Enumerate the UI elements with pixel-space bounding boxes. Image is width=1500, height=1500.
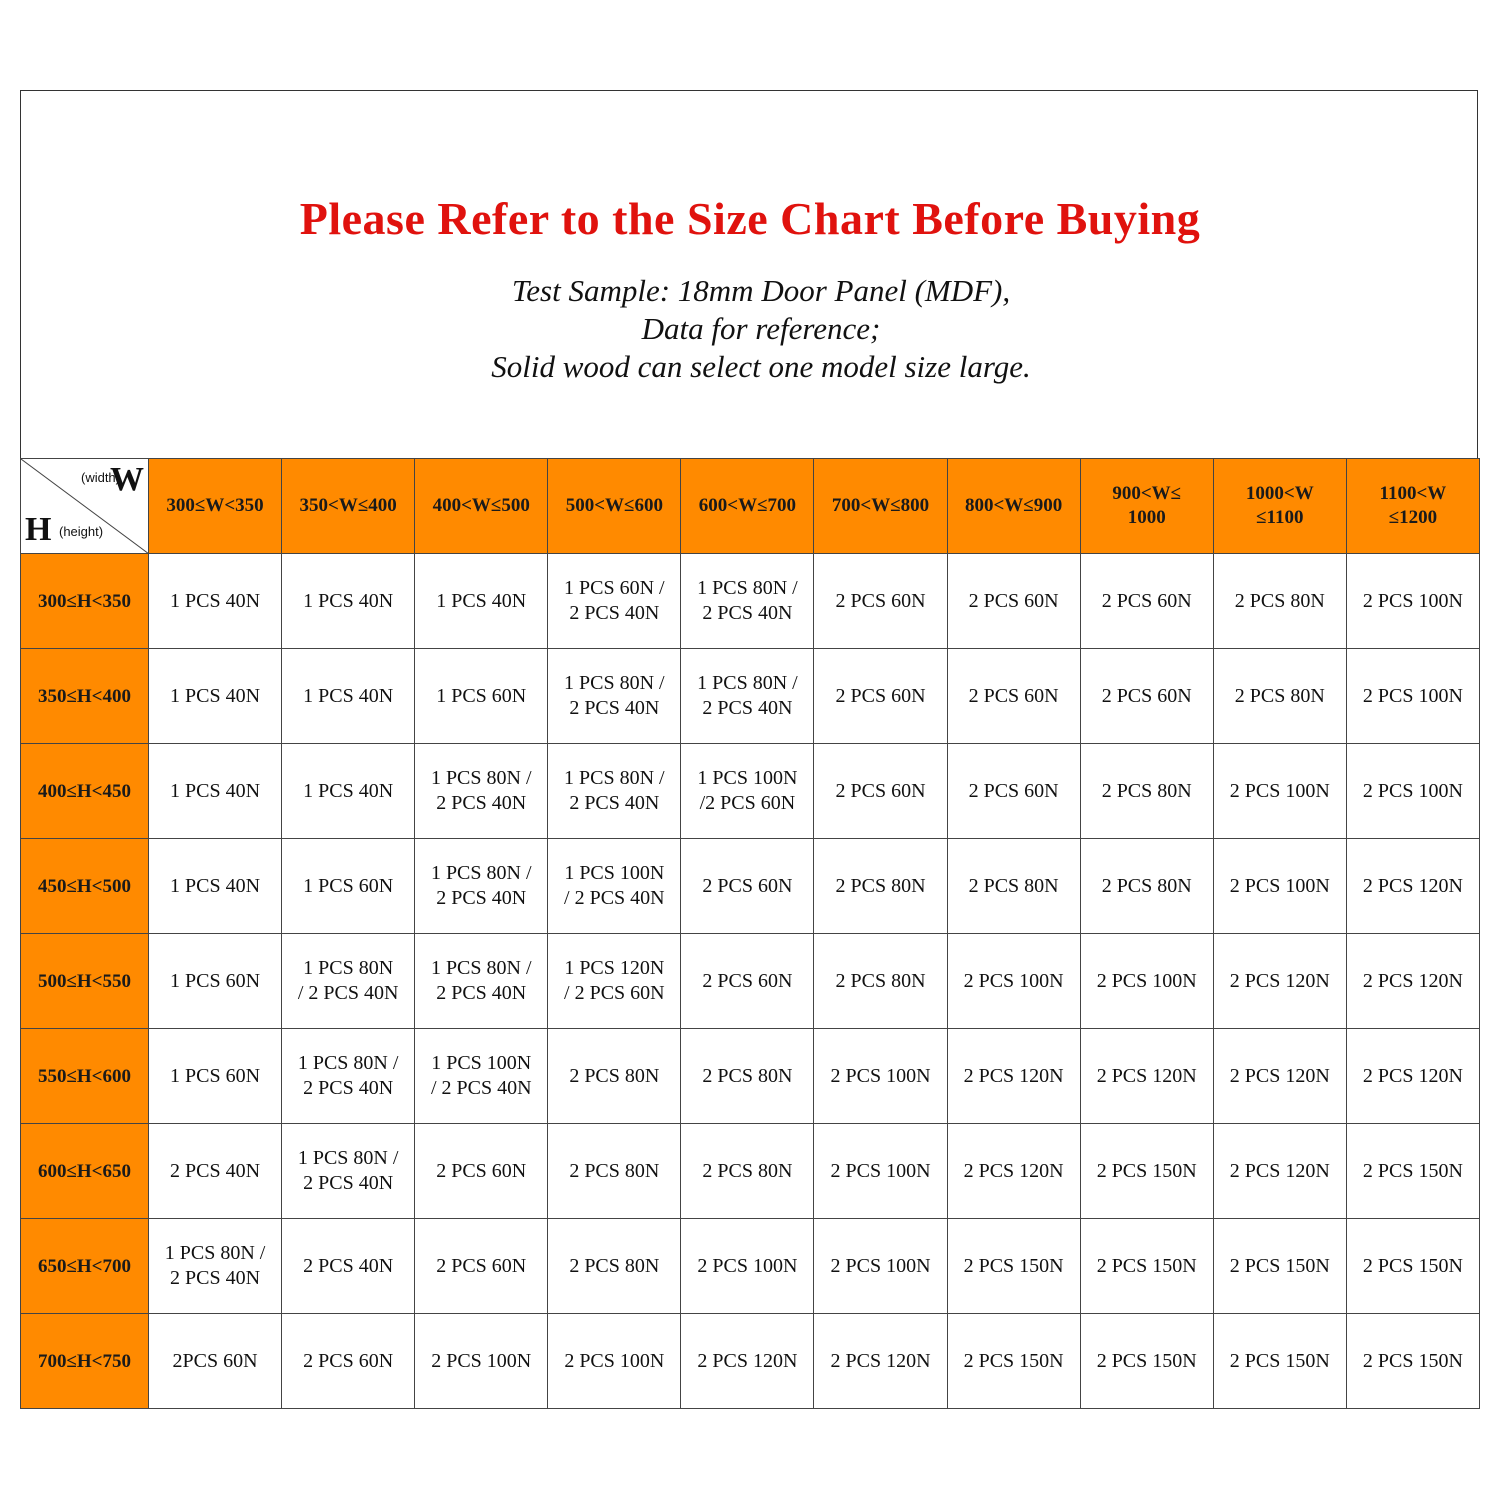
cell-value: 2 PCS 60N (835, 779, 926, 802)
row-header: 650≤H<700 (21, 1219, 149, 1314)
table-cell (1346, 554, 1479, 649)
cell-value: 2 PCS 150N (1229, 1349, 1330, 1372)
table-cell (1080, 1314, 1213, 1409)
table-cell (947, 934, 1080, 1029)
column-header-label: 700<W≤800 (831, 495, 930, 516)
table-cell (415, 839, 548, 934)
cell-value: 2 PCS 120N (830, 1349, 931, 1372)
table-cell (947, 744, 1080, 839)
cell-value: 1 PCS 40N (436, 589, 527, 612)
column-header-label: 900<W≤ 1000 (1112, 483, 1182, 528)
cell-value: 1 PCS 60N (170, 1064, 261, 1087)
table-cell (1213, 649, 1346, 744)
cell-value: 2 PCS 40N (303, 1254, 394, 1277)
cell-value: 2 PCS 100N (1229, 779, 1330, 802)
cell-value: 1 PCS 80N / 2 PCS 40N (697, 672, 798, 719)
cell-value: 2 PCS 80N (702, 1064, 793, 1087)
cell-value: 2 PCS 120N (697, 1349, 798, 1372)
table-cell (681, 1219, 814, 1314)
table-cell (149, 649, 282, 744)
table-cell (1346, 1219, 1479, 1314)
table-cell (1213, 839, 1346, 934)
row-header: 400≤H<450 (21, 744, 149, 839)
table-cell (681, 649, 814, 744)
row-header: 350≤H<400 (21, 649, 149, 744)
table-cell (814, 744, 947, 839)
table-cell (1213, 744, 1346, 839)
cell-value: 1 PCS 40N (170, 874, 261, 897)
cell-value: 2 PCS 100N (830, 1159, 931, 1182)
column-header (1213, 459, 1346, 554)
column-header (947, 459, 1080, 554)
cell-value: 1 PCS 80N / 2 PCS 40N (430, 767, 532, 814)
table-cell (681, 839, 814, 934)
cell-value: 2 PCS 100N (1362, 589, 1463, 612)
table-cell (814, 934, 947, 1029)
cell-value: 1 PCS 80N / 2 PCS 40N (564, 672, 665, 719)
cell-value: 2 PCS 150N (1096, 1159, 1197, 1182)
cell-value: 1 PCS 40N (303, 684, 394, 707)
height-label: (height) (59, 524, 104, 539)
table-row (21, 744, 1480, 839)
table-cell (548, 1029, 681, 1124)
height-symbol: H (25, 511, 52, 548)
table-cell (681, 1314, 814, 1409)
cell-value: 2 PCS 100N (830, 1064, 931, 1087)
header-row (21, 459, 1480, 554)
table-cell (415, 649, 548, 744)
table-cell (1080, 1124, 1213, 1219)
table-cell (1346, 839, 1479, 934)
table-cell (149, 744, 282, 839)
table-cell (415, 1124, 548, 1219)
cell-value: 2 PCS 150N (1362, 1254, 1463, 1277)
corner-cell (21, 459, 149, 554)
table-cell (1213, 554, 1346, 649)
column-header-label: 800<W≤900 (964, 495, 1063, 516)
table-cell (282, 649, 415, 744)
table-cell (1346, 1029, 1479, 1124)
table-cell (415, 934, 548, 1029)
table-cell (681, 554, 814, 649)
cell-value: 2 PCS 40N (170, 1159, 261, 1182)
cell-value: 2 PCS 60N (303, 1349, 394, 1372)
cell-value: 2 PCS 150N (1096, 1254, 1197, 1277)
cell-value: 2 PCS 150N (1229, 1254, 1330, 1277)
table-cell (149, 934, 282, 1029)
table-cell (282, 1124, 415, 1219)
cell-value: 1 PCS 120N / 2 PCS 60N (564, 957, 665, 1004)
cell-value: 2 PCS 80N (702, 1159, 793, 1182)
table-cell (814, 1219, 947, 1314)
subtitle-line: Data for reference; (641, 311, 881, 346)
cell-value: 2 PCS 60N (968, 589, 1059, 612)
cell-value: 2 PCS 80N (835, 969, 926, 992)
table-cell (282, 934, 415, 1029)
table-cell (1346, 1124, 1479, 1219)
column-header-label: 1000<W ≤1100 (1245, 483, 1314, 528)
table-row (21, 554, 1480, 649)
table-cell (1346, 649, 1479, 744)
column-header-label: 600<W≤700 (698, 495, 797, 516)
cell-value: 2 PCS 100N (1096, 969, 1197, 992)
table-cell (415, 1029, 548, 1124)
table-cell (947, 839, 1080, 934)
cell-value: 2 PCS 120N (1229, 1159, 1330, 1182)
table-cell (282, 1314, 415, 1409)
cell-value: 2 PCS 80N (569, 1254, 660, 1277)
table-cell (282, 839, 415, 934)
table-cell (681, 1124, 814, 1219)
cell-value: 2 PCS 150N (1362, 1349, 1463, 1372)
column-header (282, 459, 415, 554)
table-cell (814, 839, 947, 934)
cell-value: 1 PCS 80N / 2 PCS 40N (164, 1242, 266, 1289)
row-header: 700≤H<750 (21, 1314, 149, 1409)
table-cell (814, 1314, 947, 1409)
row-header: 500≤H<550 (21, 934, 149, 1029)
cell-value: 2 PCS 80N (569, 1159, 660, 1182)
table-cell (814, 649, 947, 744)
cell-value: 2 PCS 60N (835, 684, 926, 707)
table-cell (415, 1219, 548, 1314)
table-cell (149, 839, 282, 934)
subtitle (0, 272, 1500, 386)
cell-value: 1 PCS 100N / 2 PCS 40N (564, 862, 665, 909)
row-header: 550≤H<600 (21, 1029, 149, 1124)
column-header (1080, 459, 1213, 554)
table-cell (548, 1314, 681, 1409)
column-header (814, 459, 947, 554)
column-header-label: 500<W≤600 (565, 495, 663, 516)
cell-value: 2 PCS 80N (1101, 779, 1192, 802)
table-cell (814, 1124, 947, 1219)
table-cell (1080, 1029, 1213, 1124)
column-header-label: 300≤W<350 (166, 495, 264, 516)
cell-value: 2 PCS 60N (968, 684, 1059, 707)
table-cell (947, 649, 1080, 744)
cell-value: 2 PCS 60N (436, 1159, 527, 1182)
cell-value: 2 PCS 120N (963, 1159, 1064, 1182)
cell-value: 1 PCS 100N /2 PCS 60N (697, 767, 798, 814)
table-cell (1346, 744, 1479, 839)
column-header (1346, 459, 1479, 554)
cell-value: 2 PCS 120N (1096, 1064, 1197, 1087)
table-row (21, 1314, 1480, 1409)
table-cell (681, 744, 814, 839)
table-cell (1080, 1219, 1213, 1314)
table-cell (282, 1219, 415, 1314)
table-cell (1080, 839, 1213, 934)
cell-value: 2 PCS 150N (1362, 1159, 1463, 1182)
page-title: Please Refer to the Size Chart Before Buying (299, 193, 1201, 244)
cell-value: 2 PCS 100N (1362, 684, 1463, 707)
cell-value: 2 PCS 80N (569, 1064, 660, 1087)
cell-value: 2 PCS 150N (963, 1254, 1064, 1277)
width-label: (width) (80, 470, 120, 485)
cell-value: 1 PCS 60N / 2 PCS 40N (564, 577, 665, 624)
chart-body (21, 554, 1480, 1409)
column-header-label: 1100<W ≤1200 (1379, 483, 1447, 528)
table-cell (548, 554, 681, 649)
table-cell (149, 1219, 282, 1314)
table-cell (947, 554, 1080, 649)
table-cell (548, 1124, 681, 1219)
table-cell (1213, 1219, 1346, 1314)
table-cell (415, 744, 548, 839)
cell-value: 2 PCS 150N (963, 1349, 1064, 1372)
cell-value: 1 PCS 80N / 2 PCS 40N (564, 767, 665, 814)
cell-value: 1 PCS 80N / 2 PCS 40N (297, 1147, 399, 1194)
cell-value: 2 PCS 60N (1101, 589, 1192, 612)
cell-value: 2 PCS 120N (1229, 1064, 1330, 1087)
table-cell (149, 1124, 282, 1219)
cell-value: 1 PCS 80N / 2 PCS 40N (697, 577, 798, 624)
table-cell (1080, 744, 1213, 839)
cell-value: 2 PCS 120N (1229, 969, 1330, 992)
cell-value: 2 PCS 60N (702, 969, 793, 992)
cell-value: 2 PCS 100N (963, 969, 1064, 992)
cell-value: 2 PCS 120N (1362, 874, 1463, 897)
subtitle-line: Solid wood can select one model size large. (491, 349, 1031, 384)
table-cell (1346, 934, 1479, 1029)
cell-value: 1 PCS 80N / 2 PCS 40N (430, 862, 532, 909)
table-cell (548, 839, 681, 934)
cell-value: 2 PCS 120N (963, 1064, 1064, 1087)
table-cell (282, 554, 415, 649)
table-row (21, 934, 1480, 1029)
table-cell (947, 1124, 1080, 1219)
table-row (21, 839, 1480, 934)
cell-value: 2 PCS 150N (1096, 1349, 1197, 1372)
size-chart-table (20, 458, 1480, 1409)
cell-value: 1 PCS 40N (170, 779, 261, 802)
column-header-label: 400<W≤500 (432, 495, 530, 516)
table-cell (548, 744, 681, 839)
cell-value: 2 PCS 60N (968, 779, 1059, 802)
cell-value: 1 PCS 40N (303, 779, 394, 802)
table-cell (282, 744, 415, 839)
cell-value: 2 PCS 120N (1362, 969, 1463, 992)
cell-value: 2 PCS 100N (830, 1254, 931, 1277)
column-header (548, 459, 681, 554)
table-cell (548, 649, 681, 744)
width-symbol: W (110, 461, 144, 498)
column-header-label: 350<W≤400 (299, 495, 397, 516)
cell-value: 2 PCS 80N (1234, 589, 1325, 612)
cell-value: 1 PCS 60N (436, 684, 527, 707)
table-cell (947, 1029, 1080, 1124)
cell-value: 2 PCS 60N (702, 874, 793, 897)
table-cell (681, 1029, 814, 1124)
table-row (21, 649, 1480, 744)
row-header: 300≤H<350 (21, 554, 149, 649)
table-cell (1080, 934, 1213, 1029)
table-cell (1080, 554, 1213, 649)
cell-value: 1 PCS 60N (303, 874, 394, 897)
cell-value: 2 PCS 100N (1229, 874, 1330, 897)
table-cell (415, 554, 548, 649)
cell-value: 1 PCS 40N (170, 589, 261, 612)
cell-value: 2 PCS 100N (697, 1254, 798, 1277)
column-header (681, 459, 814, 554)
table-cell (548, 934, 681, 1029)
table-cell (681, 934, 814, 1029)
table-cell (415, 1314, 548, 1409)
subtitle-line: Test Sample: 18mm Door Panel (MDF), (511, 273, 1011, 308)
cell-value: 1 PCS 100N / 2 PCS 40N (430, 1052, 532, 1099)
cell-value: 2 PCS 60N (835, 589, 926, 612)
table-cell (814, 554, 947, 649)
table-cell (548, 1219, 681, 1314)
cell-value: 2PCS 60N (172, 1349, 258, 1372)
table-cell (1213, 934, 1346, 1029)
table-cell (149, 1029, 282, 1124)
cell-value: 2 PCS 60N (1101, 684, 1192, 707)
table-cell (1213, 1314, 1346, 1409)
table-row (21, 1124, 1480, 1219)
cell-value: 1 PCS 80N / 2 PCS 40N (297, 957, 399, 1004)
cell-value: 1 PCS 60N (170, 969, 261, 992)
table-cell (149, 554, 282, 649)
row-header: 600≤H<650 (21, 1124, 149, 1219)
cell-value: 2 PCS 80N (1101, 874, 1192, 897)
column-header (149, 459, 282, 554)
table-row (21, 1219, 1480, 1314)
table-cell (814, 1029, 947, 1124)
table-cell (947, 1314, 1080, 1409)
cell-value: 2 PCS 120N (1362, 1064, 1463, 1087)
cell-value: 2 PCS 60N (436, 1254, 527, 1277)
cell-value: 2 PCS 100N (431, 1349, 532, 1372)
cell-value: 1 PCS 40N (303, 589, 394, 612)
table-cell (1080, 649, 1213, 744)
column-header (415, 459, 548, 554)
table-cell (1346, 1314, 1479, 1409)
table-cell (1213, 1029, 1346, 1124)
cell-value: 2 PCS 80N (835, 874, 926, 897)
cell-value: 1 PCS 80N / 2 PCS 40N (297, 1052, 399, 1099)
row-header: 450≤H<500 (21, 839, 149, 934)
cell-value: 2 PCS 80N (968, 874, 1059, 897)
cell-value: 2 PCS 80N (1234, 684, 1325, 707)
table-cell (947, 1219, 1080, 1314)
table-cell (149, 1314, 282, 1409)
cell-value: 2 PCS 100N (564, 1349, 665, 1372)
table-cell (282, 1029, 415, 1124)
table-row (21, 1029, 1480, 1124)
table-cell (1213, 1124, 1346, 1219)
cell-value: 1 PCS 80N / 2 PCS 40N (430, 957, 532, 1004)
cell-value: 1 PCS 40N (170, 684, 261, 707)
cell-value: 2 PCS 100N (1362, 779, 1463, 802)
